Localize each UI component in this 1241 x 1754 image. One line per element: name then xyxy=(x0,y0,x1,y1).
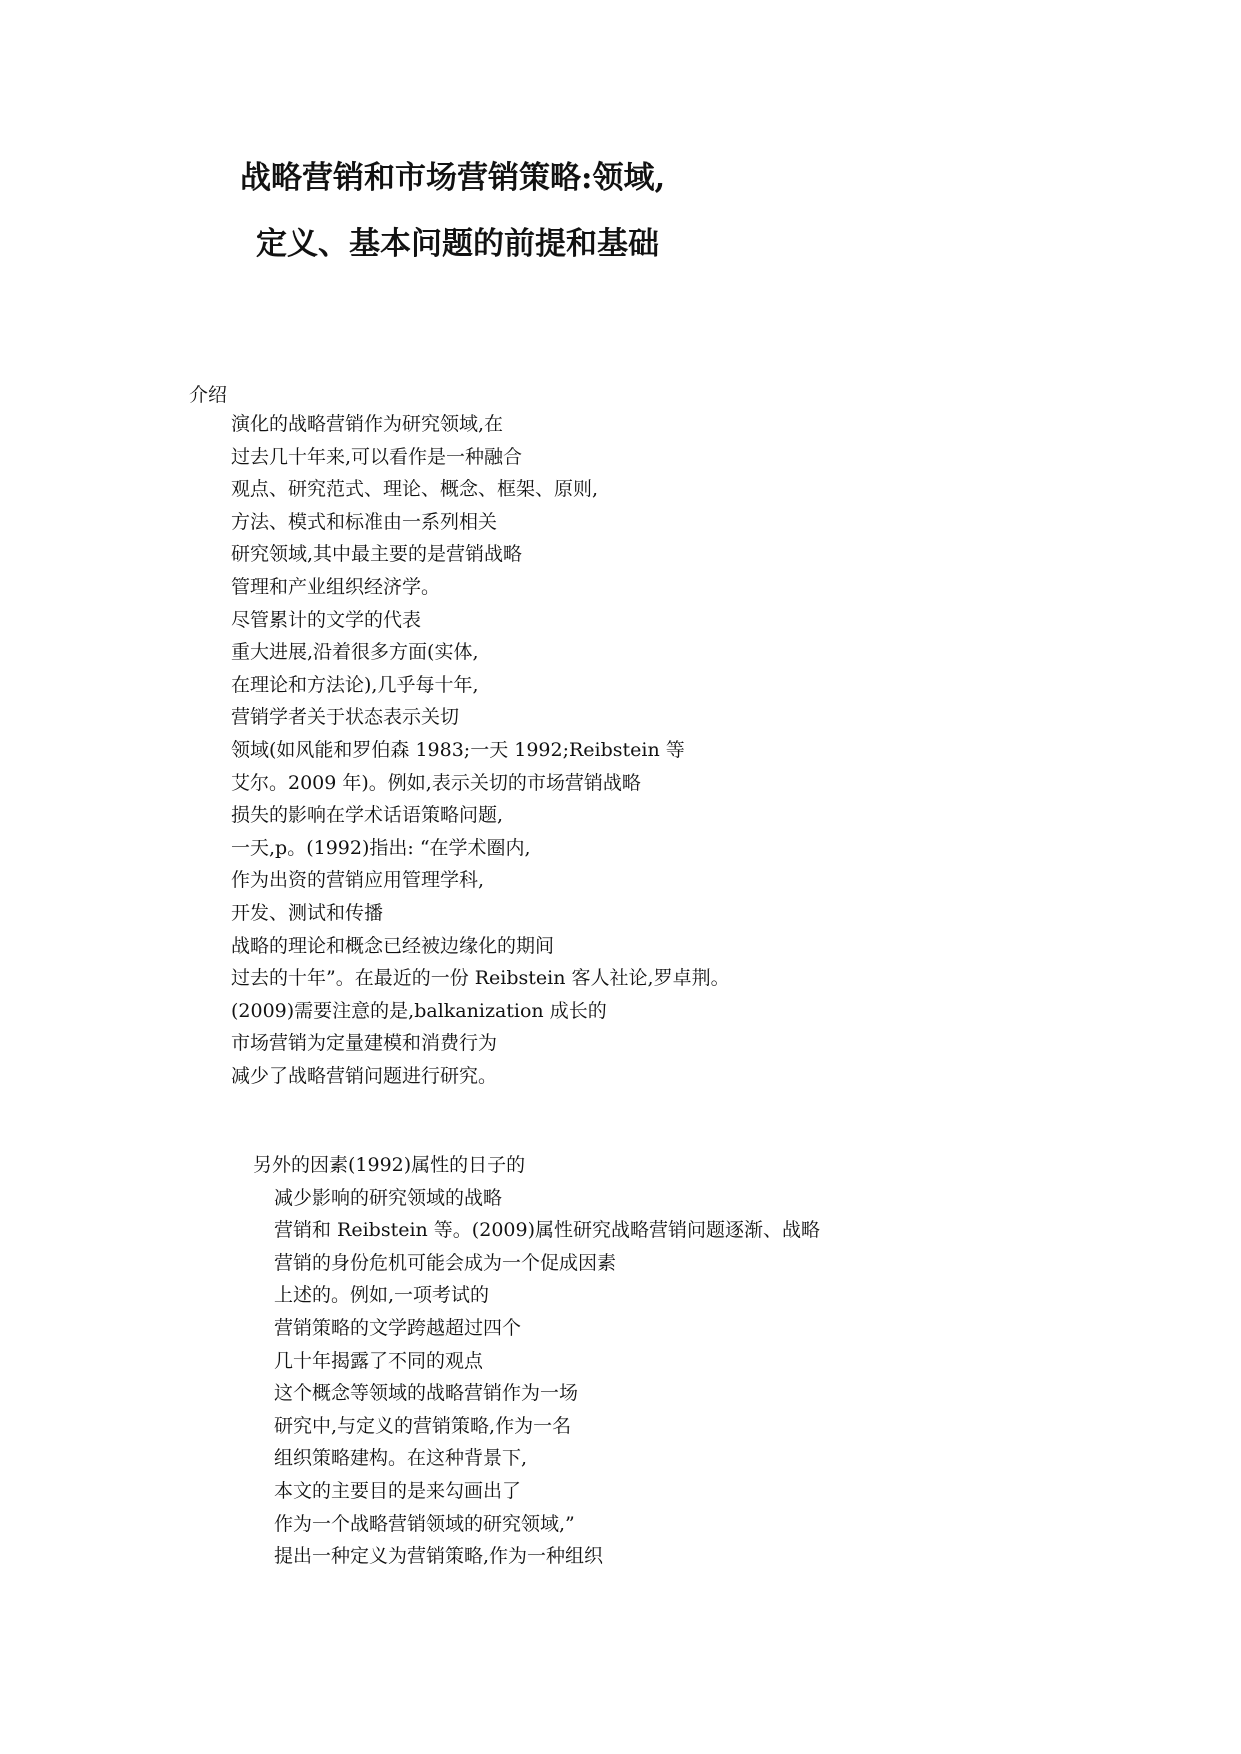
text-line: 损失的影响在学术话语策略问题, xyxy=(231,804,504,827)
text-line: (2009)需要注意的是,balkanization 成长的 xyxy=(231,999,607,1022)
text-line: 观点、研究范式、理论、概念、框架、原则, xyxy=(231,478,599,501)
paragraph-1 xyxy=(231,408,730,1092)
text-line: 一天,p。(1992)指出: “在学术圈内, xyxy=(231,836,531,859)
text-line: 开发、测试和传播 xyxy=(231,901,384,924)
text-line: 过去的十年”。在最近的一份 Reibstein 客人社论,罗卓荆。 xyxy=(231,967,730,990)
text-line: 在理论和方法论),几乎每十年, xyxy=(231,673,479,696)
text-line: 组织策略建构。在这种背景下, xyxy=(274,1447,528,1470)
text-line: 几十年揭露了不同的观点 xyxy=(274,1349,484,1372)
text-line: 营销策略的文学跨越超过四个 xyxy=(274,1316,522,1339)
text-line: 艾尔。2009 年)。例如,表示关切的市场营销战略 xyxy=(231,771,641,794)
title-line: 定义、基本问题的前提和基础 xyxy=(256,226,659,262)
text-line: 研究中,与定义的营销策略,作为一名 xyxy=(274,1414,572,1437)
text-line: 重大进展,沿着很多方面(实体, xyxy=(231,641,479,664)
text-line: 上述的。例如,一项考试的 xyxy=(274,1284,490,1307)
title-line: 战略营销和市场营销策略:领域, xyxy=(240,160,666,196)
text-line: 演化的战略营销作为研究领域,在 xyxy=(231,413,504,435)
text-line: 作为一个战略营销领域的研究领域,” xyxy=(274,1512,575,1535)
text-line: 减少影响的研究领域的战略 xyxy=(274,1186,503,1209)
text-line: 营销学者关于状态表示关切 xyxy=(231,706,460,729)
section-heading-introduction: 介绍 xyxy=(189,384,228,406)
text-line: 尽管累计的文学的代表 xyxy=(231,608,422,631)
text-line: 战略的理论和概念已经被边缘化的期间 xyxy=(231,934,555,957)
text-line: 领域(如风能和罗伯森 1983;一天 1992;Reibstein 等 xyxy=(231,738,685,761)
text-line: 提出一种定义为营销策略,作为一种组织 xyxy=(274,1545,604,1568)
document-title xyxy=(200,145,820,277)
text-line: 管理和产业组织经济学。 xyxy=(231,575,441,598)
text-line: 研究领域,其中最主要的是营销战略 xyxy=(231,543,523,566)
text-line: 营销和 Reibstein 等。(2009)属性研究战略营销问题逐渐、战略 xyxy=(274,1219,820,1242)
text-line: 这个概念等领域的战略营销作为一场 xyxy=(274,1382,579,1405)
text-line: 方法、模式和标准由一系列相关 xyxy=(231,510,498,533)
text-line: 市场营销为定量建模和消费行为 xyxy=(231,1032,498,1055)
text-line: 另外的因素(1992)属性的日子的 xyxy=(253,1154,526,1176)
text-line: 过去几十年来,可以看作是一种融合 xyxy=(231,445,523,468)
text-line: 营销的身份危机可能会成为一个促成因素 xyxy=(274,1251,617,1274)
text-line: 减少了战略营销问题进行研究。 xyxy=(231,1064,498,1087)
paragraph-2 xyxy=(253,1149,820,1573)
text-line: 作为出资的营销应用管理学科, xyxy=(231,869,485,892)
text-line: 本文的主要目的是来勾画出了 xyxy=(274,1479,522,1502)
